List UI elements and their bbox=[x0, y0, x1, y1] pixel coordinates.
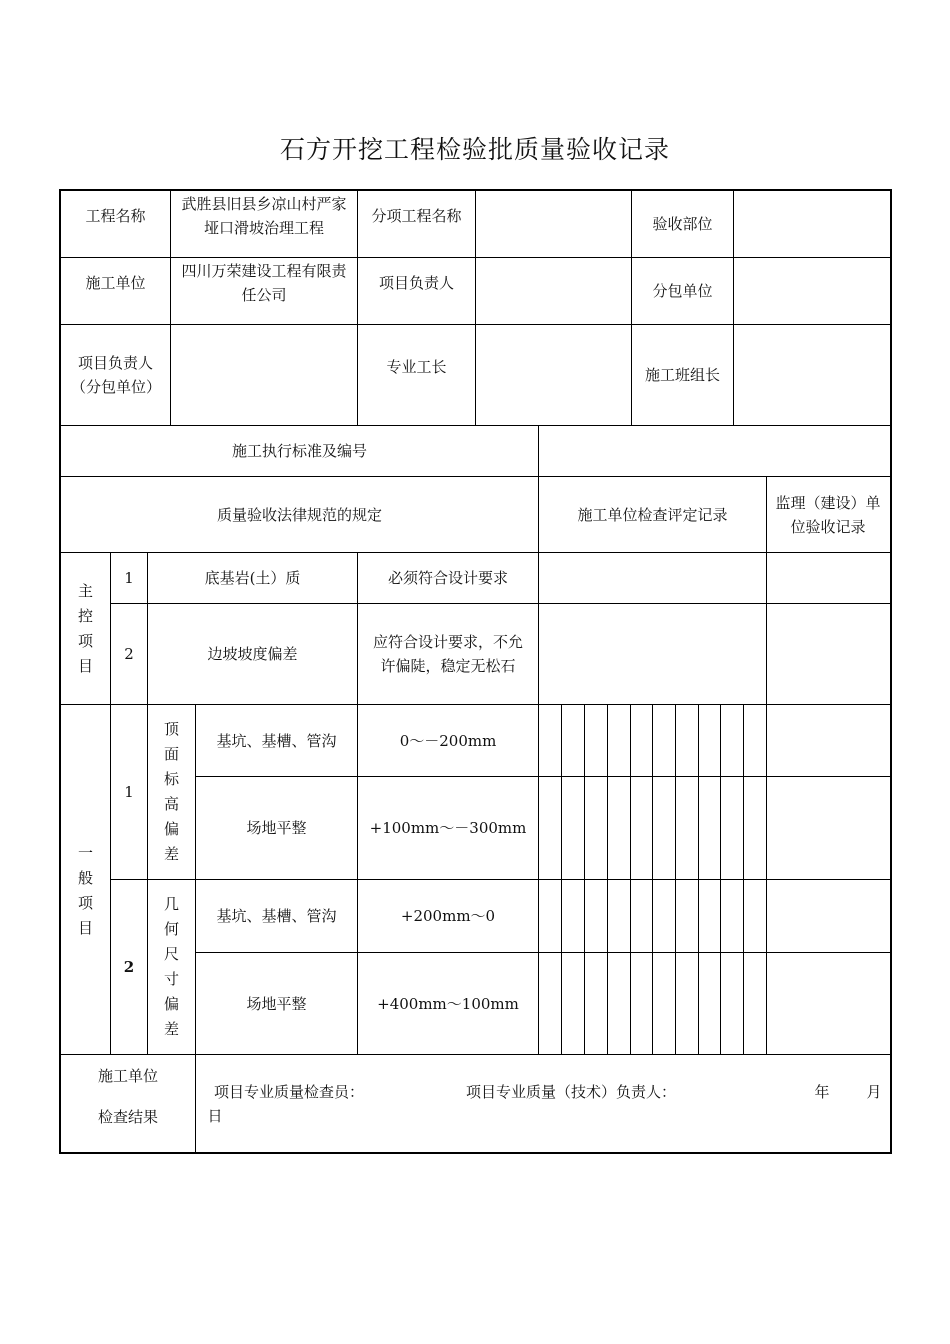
year-label: 年 bbox=[814, 1083, 830, 1101]
group-category-char: 差 bbox=[163, 1020, 179, 1038]
main-control-label-char: 项 bbox=[77, 631, 93, 650]
foreman-value[interactable] bbox=[476, 325, 631, 425]
project-manager-value[interactable] bbox=[476, 258, 631, 324]
sub-project-label: 分项工程名称 bbox=[371, 207, 462, 225]
item-name: 边坡坡度偏差 bbox=[207, 645, 298, 663]
subcontractor-value[interactable] bbox=[734, 258, 890, 324]
item-requirement: 应符合设计要求，不允许偏陡，稳定无松石 bbox=[372, 633, 523, 675]
supervision-cell[interactable] bbox=[767, 604, 890, 704]
check-record-cell[interactable] bbox=[539, 553, 766, 603]
group-category-char: 标 bbox=[163, 770, 179, 788]
standard-value[interactable] bbox=[539, 426, 890, 476]
row-name: 场地平整 bbox=[246, 994, 307, 1013]
construction-unit-value: 四川万荣建设工程有限责任公司 bbox=[181, 262, 347, 304]
group-category-char: 顶 bbox=[163, 720, 179, 738]
general-label-char: 项 bbox=[77, 893, 93, 912]
row-name: 基坑、基槽、管沟 bbox=[216, 731, 337, 750]
sub-manager-value[interactable] bbox=[171, 325, 357, 425]
group-category-char: 几 bbox=[163, 895, 179, 913]
inspector-label: 项目专业质量检查员： bbox=[214, 1083, 365, 1101]
footer-label-line1: 施工单位 bbox=[97, 1067, 158, 1085]
team-leader-label: 施工班组长 bbox=[644, 366, 720, 384]
main-control-label-char: 主 bbox=[77, 581, 93, 600]
group-category-char: 何 bbox=[163, 920, 179, 938]
main-control-label bbox=[61, 553, 110, 704]
row-tolerance: +100mm～－300mm bbox=[369, 819, 527, 837]
sub-project-value[interactable] bbox=[476, 191, 631, 257]
group-category-char: 寸 bbox=[163, 970, 179, 988]
sub-manager-label: 项目负责人（分包单位） bbox=[71, 354, 162, 396]
day-label: 日 bbox=[207, 1107, 223, 1125]
general-label bbox=[61, 705, 110, 1054]
group-number: 1 bbox=[124, 783, 134, 801]
group-category-char: 偏 bbox=[163, 820, 179, 838]
general-label-char: 般 bbox=[77, 868, 93, 887]
item-name: 底基岩(土）质 bbox=[204, 569, 301, 587]
subcontractor-label: 分包单位 bbox=[652, 282, 713, 300]
supervision-cell[interactable] bbox=[767, 553, 890, 603]
supervision-header: 监理（建设）单位验收记录 bbox=[775, 493, 881, 536]
group-category bbox=[148, 705, 195, 879]
group-category bbox=[148, 880, 195, 1054]
group-number: 2 bbox=[123, 958, 135, 976]
foreman-label: 专业工长 bbox=[386, 358, 447, 376]
check-record-cell[interactable] bbox=[539, 604, 766, 704]
group-category-char: 面 bbox=[163, 745, 179, 763]
chief-label: 项目专业质量（技术）负责人： bbox=[466, 1083, 677, 1101]
group-category-char: 偏 bbox=[163, 995, 179, 1013]
item-number: 1 bbox=[124, 569, 134, 587]
general-label-char: 目 bbox=[77, 918, 93, 937]
acceptance-part-value[interactable] bbox=[734, 191, 890, 257]
footer-label-line2: 检查结果 bbox=[97, 1108, 158, 1126]
general-label-char: 一 bbox=[77, 843, 93, 862]
group-category-char: 尺 bbox=[163, 945, 179, 963]
project-name-label: 工程名称 bbox=[85, 207, 146, 225]
row-name: 基坑、基槽、管沟 bbox=[216, 907, 337, 925]
item-number: 2 bbox=[124, 645, 134, 663]
month-label: 月 bbox=[866, 1083, 882, 1101]
standard-label: 施工执行标准及编号 bbox=[231, 442, 367, 460]
regulation-header: 质量验收法律规范的规定 bbox=[216, 505, 382, 524]
page-title: 石方开挖工程检验批质量验收记录 bbox=[279, 135, 670, 164]
project-manager-label: 项目负责人 bbox=[378, 274, 454, 292]
row-tolerance: +200mm～0 bbox=[400, 907, 496, 925]
construction-unit-label: 施工单位 bbox=[85, 274, 146, 292]
group-category-char: 差 bbox=[163, 845, 179, 863]
construction-check-header: 施工单位检查评定记录 bbox=[577, 505, 728, 524]
item-requirement: 必须符合设计要求 bbox=[387, 569, 508, 587]
row-name: 场地平整 bbox=[246, 819, 307, 837]
main-control-label-char: 目 bbox=[77, 656, 93, 675]
project-name-value: 武胜县旧县乡凉山村严家垭口滑坡治理工程 bbox=[181, 195, 347, 237]
row-tolerance: +400mm～100mm bbox=[377, 994, 519, 1013]
team-leader-value[interactable] bbox=[734, 325, 890, 425]
acceptance-part-label: 验收部位 bbox=[652, 215, 713, 233]
group-category-char: 高 bbox=[163, 795, 179, 813]
row-tolerance: 0～－200mm bbox=[399, 731, 497, 750]
main-control-label-char: 控 bbox=[77, 606, 93, 625]
